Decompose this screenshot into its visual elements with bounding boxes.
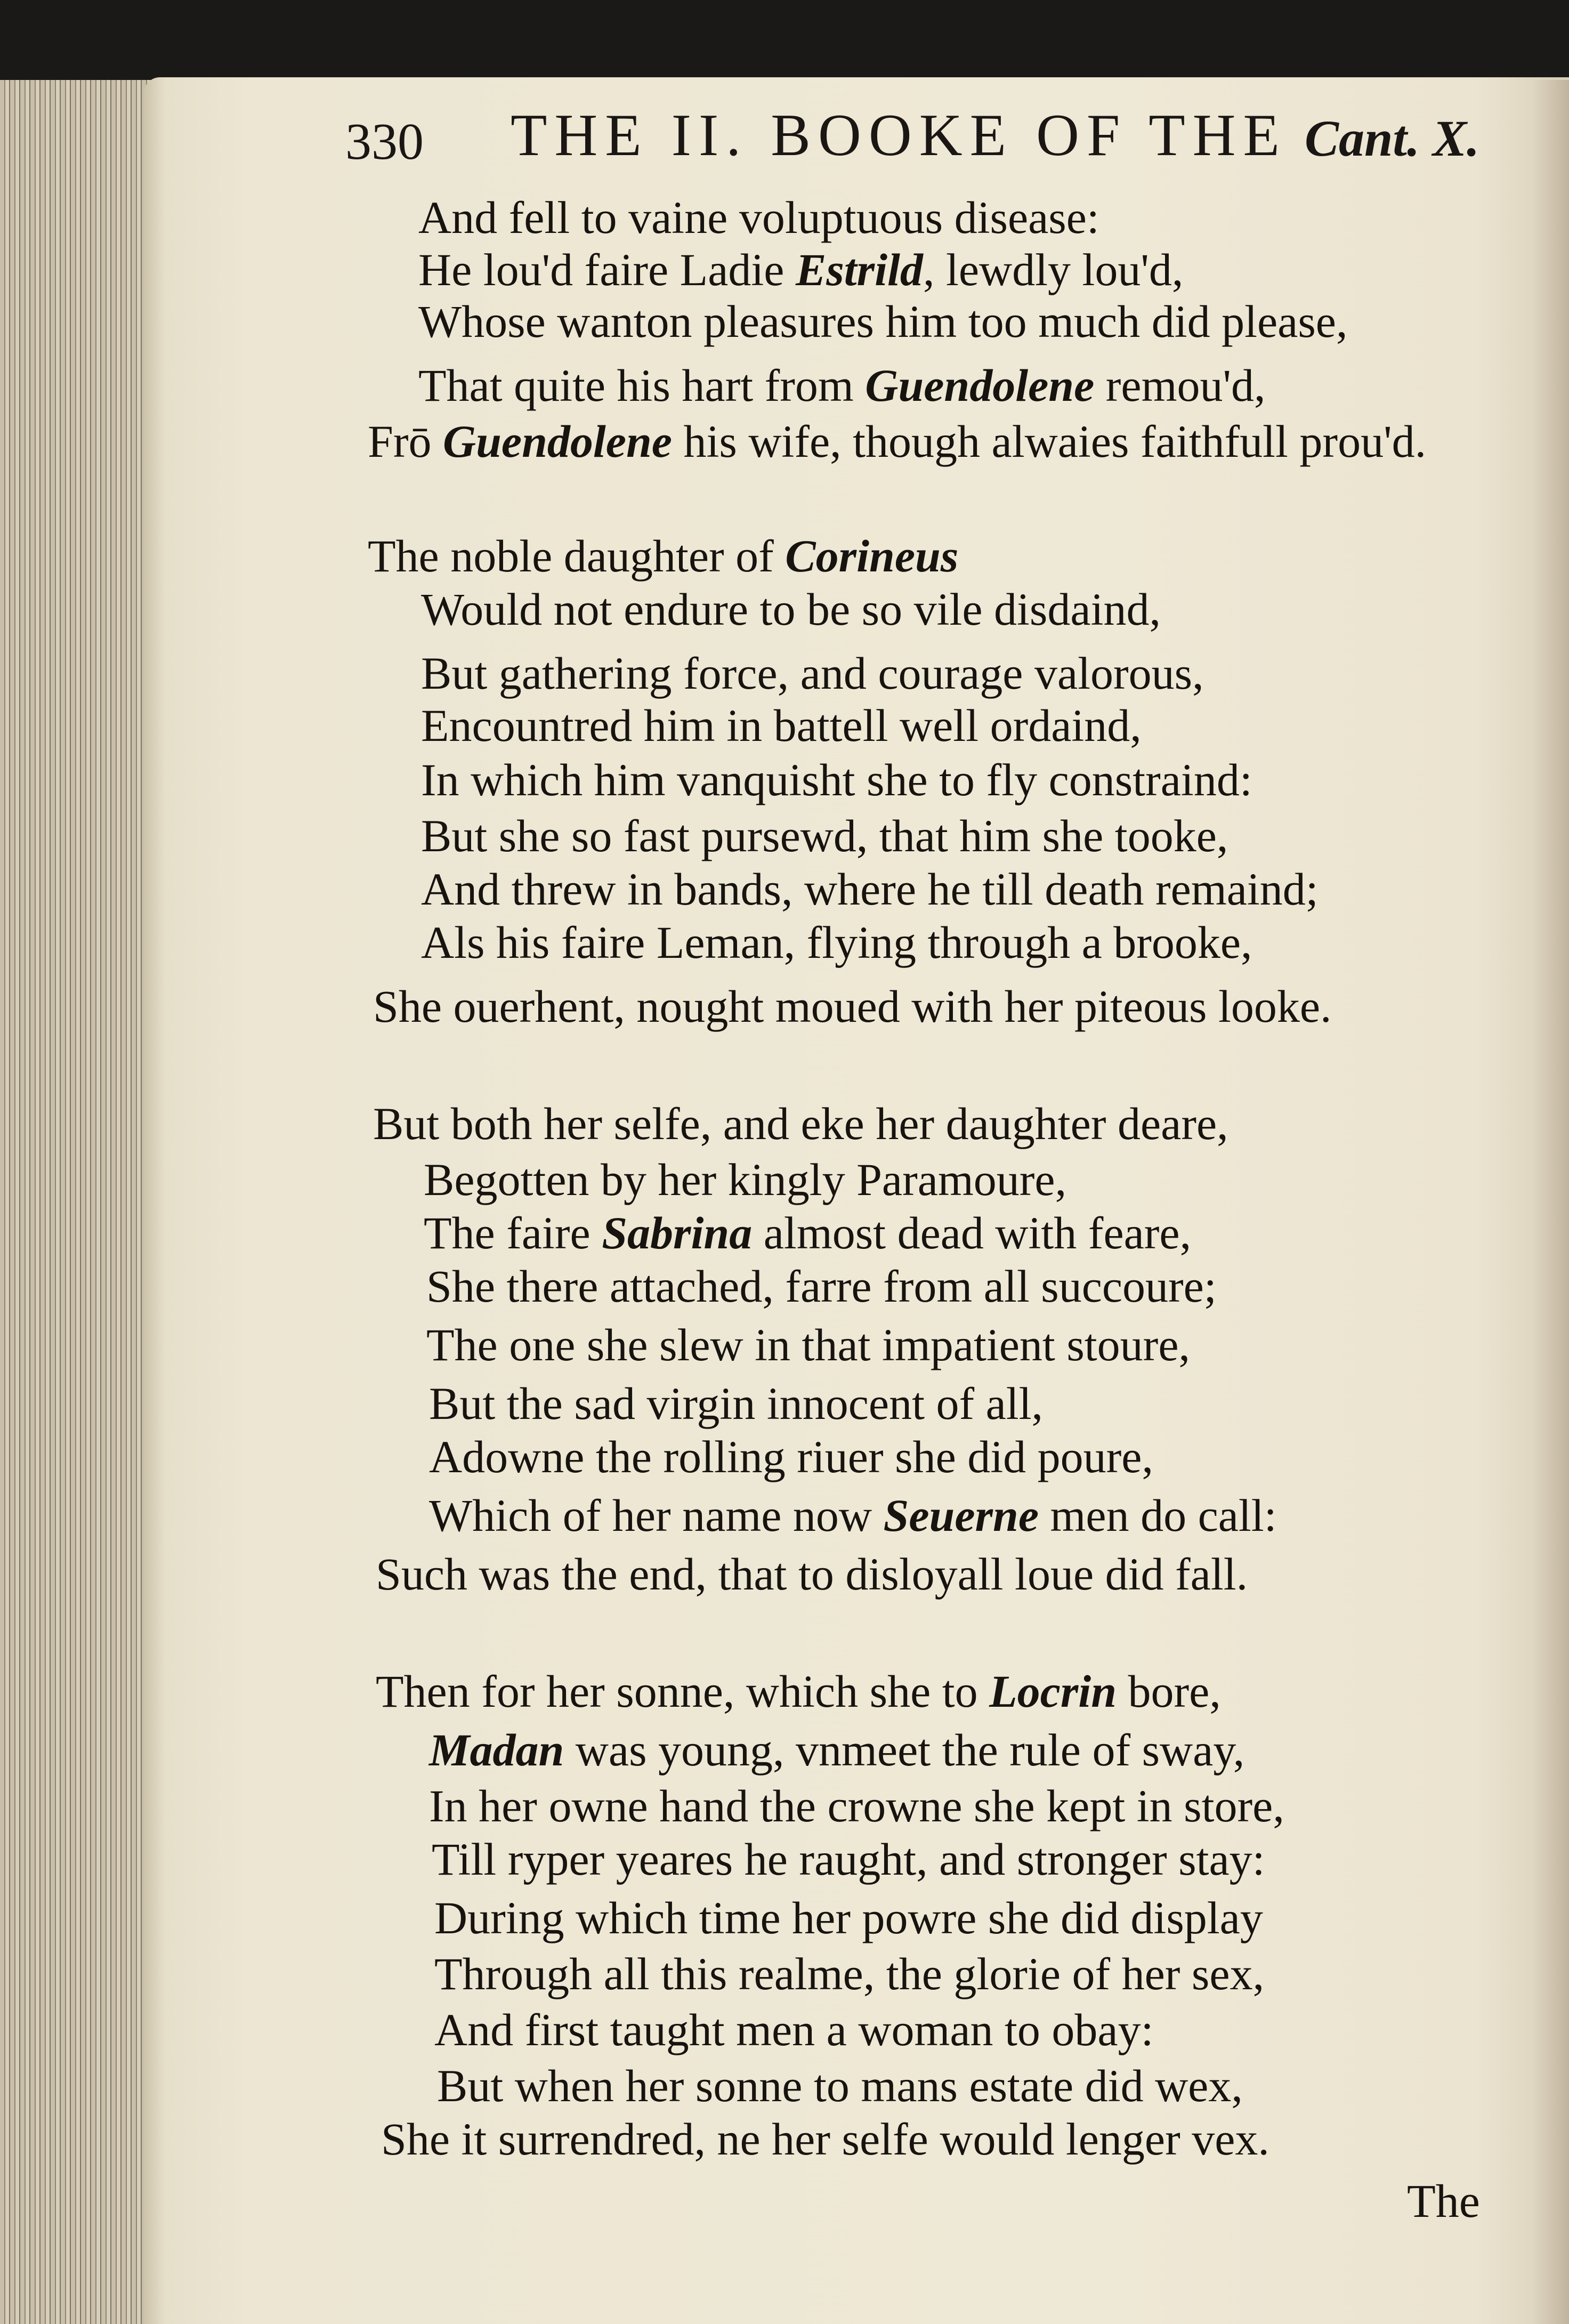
verse-line: But the sad virgin innocent of all, [429, 1378, 1044, 1429]
verse-line: But both her selfe, and eke her daughter deare, [373, 1098, 1228, 1149]
verse-line: Madan was young, vnmeet the rule of sway, [429, 1724, 1245, 1776]
proper-name: Sabrina [602, 1207, 753, 1258]
verse-line: Through all this realme, the glorie of her sex, [434, 1948, 1265, 1999]
proper-name: Guendolene [865, 360, 1095, 411]
proper-name: Corineus [785, 530, 959, 582]
verse-line: In which him vanquisht she to fly constraind: [421, 754, 1252, 805]
verse-line: Then for her sonne, which she to Locrin bore, [376, 1666, 1221, 1717]
verse-line: Would not endure to be so vile disdaind, [421, 584, 1161, 635]
proper-name: Locrin [989, 1666, 1117, 1717]
header-title: THE II. BOOKE OF THE [511, 102, 1287, 168]
verse-line: But when her sonne to mans estate did wex, [437, 2060, 1243, 2111]
verse-line: She ouerhent, nought moued with her piteous looke. [373, 981, 1332, 1032]
verse-line: But gathering force, and courage valorous, [421, 648, 1204, 699]
verse-line: Such was the end, that to disloyall loue did fall. [376, 1548, 1248, 1600]
verse-line: That quite his hart from Guendolene remou'd, [418, 360, 1266, 411]
verse-line: Till ryper yeares he raught, and stronger stay: [432, 1834, 1265, 1885]
verse-line: Encountred him in battell well ordaind, [421, 700, 1142, 751]
verse-line: The noble daughter of Corineus [368, 530, 959, 582]
page-number: 330 [345, 113, 424, 171]
verse-line: Begotten by her kingly Paramoure, [424, 1154, 1067, 1205]
verse-line: And fell to vaine voluptuous disease: [418, 192, 1099, 243]
verse-line: Which of her name now Seuerne men do call: [429, 1490, 1277, 1541]
verse-line: Frō Guendolene his wife, though alwaies faithfull prou'd. [368, 416, 1427, 467]
verse-line: In her owne hand the crowne she kept in store, [429, 1780, 1284, 1831]
proper-name: Madan [429, 1724, 564, 1776]
proper-name: Seuerne [883, 1490, 1039, 1541]
verse-line: And first taught men a woman to obay: [434, 2004, 1154, 2055]
verse-line: He lou'd faire Ladie Estrild, lewdly lou'd, [418, 244, 1184, 295]
verse-line: During which time her powre she did display [434, 1892, 1263, 1943]
verse-line: She there attached, farre from all succoure; [426, 1261, 1217, 1312]
proper-name: Guendolene [442, 416, 672, 467]
catchword: The [1407, 2176, 1480, 2228]
verse-line: Adowne the rolling riuer she did poure, [429, 1431, 1153, 1482]
verse-line: The one she slew in that impatient stoure, [426, 1319, 1190, 1370]
verse-line: The faire Sabrina almost dead with feare, [424, 1207, 1192, 1258]
verse-line: Whose wanton pleasures him too much did please, [418, 296, 1348, 347]
header-canto: Cant. X. [1305, 110, 1480, 167]
verse-line: Als his faire Leman, flying through a brooke, [421, 917, 1252, 968]
proper-name: Estrild [795, 244, 923, 295]
verse-line: But she so fast pursewd, that him she tooke, [421, 810, 1228, 861]
verse-line: She it surrendred, ne her selfe would lenger vex. [381, 2113, 1269, 2165]
verse-line: And threw in bands, where he till death remaind; [421, 864, 1319, 915]
